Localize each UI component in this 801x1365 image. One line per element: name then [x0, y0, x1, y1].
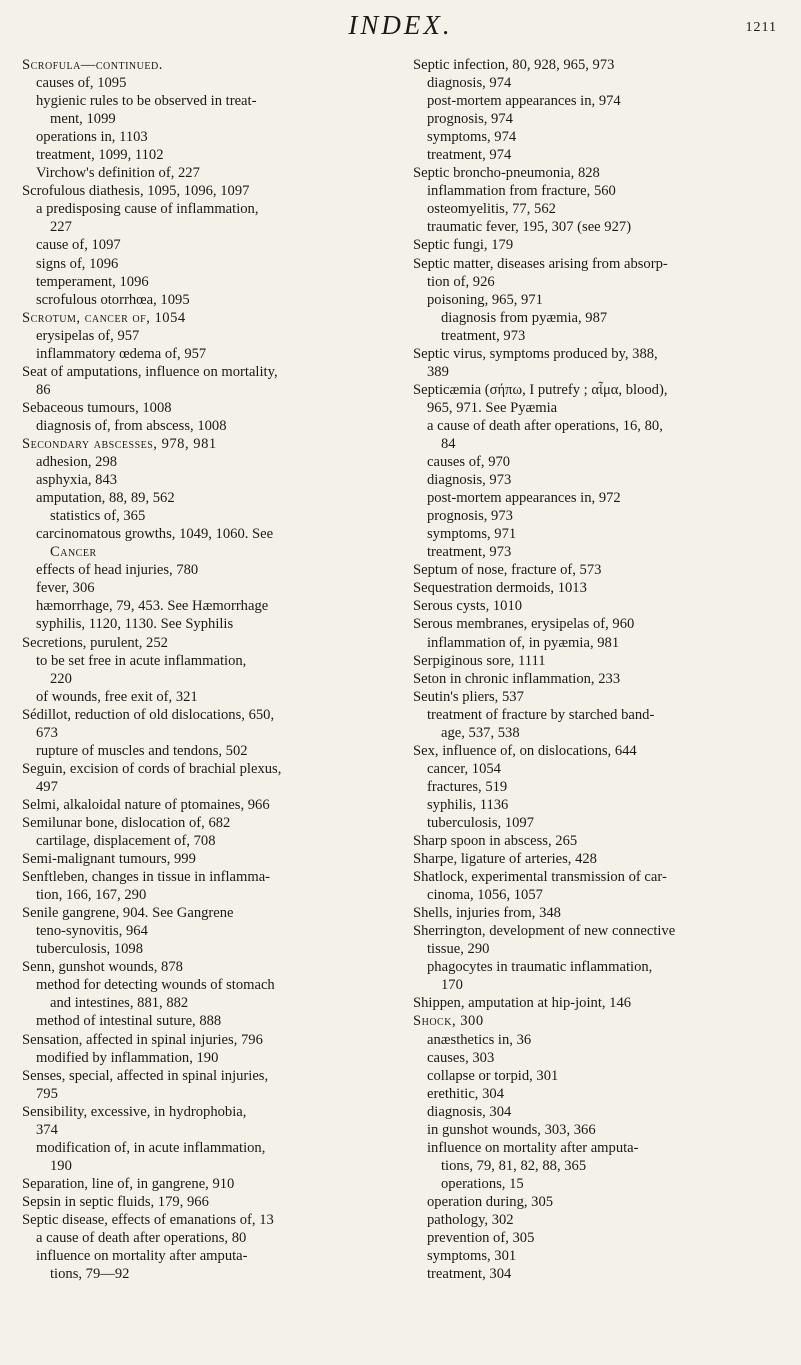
index-subentry: erethitic, 304	[427, 1085, 504, 1102]
index-subentry: osteomyelitis, 77, 562	[427, 201, 556, 218]
index-subentry: hygienic rules to be observed in treat-	[36, 93, 257, 110]
index-entry: Senftleben, changes in tissue in inflamma-	[22, 869, 271, 886]
index-subentry: diagnosis, 973	[427, 472, 512, 489]
index-subentry: symptoms, 971	[427, 526, 517, 543]
index-subentry: 389	[427, 363, 449, 380]
index-subentry: pathology, 302	[427, 1212, 514, 1228]
index-subentry: scrofulous otorrhœa, 1095	[36, 291, 190, 308]
page-number: 1211	[745, 20, 777, 35]
index-subentry: modified by inflammation, 190	[36, 1049, 219, 1066]
index-subentry: prognosis, 974	[427, 111, 513, 128]
index-subentry: method of intestinal suture, 888	[36, 1013, 222, 1030]
index-subentry: cause of, 1097	[36, 237, 121, 254]
index-entry: Sepsin in septic fluids, 179, 966	[22, 1193, 209, 1210]
index-subentry: prevention of, 305	[427, 1230, 535, 1247]
index-subentry: inflammatory œdema of, 957	[36, 345, 207, 362]
index-subentry: 220	[50, 670, 72, 687]
index-subentry: causes of, 970	[427, 454, 511, 471]
index-entry: Senses, special, affected in spinal injuries,	[22, 1067, 269, 1084]
index-subentry: method for detecting wounds of stomach	[36, 977, 275, 994]
page-title: INDEX.	[348, 10, 453, 40]
index-subentry: ment, 1099	[50, 111, 116, 128]
index-subentry: syphilis, 1136	[427, 796, 509, 813]
index-entry: Shells, injuries from, 348	[413, 905, 561, 922]
index-subentry: temperament, 1096	[36, 273, 149, 290]
index-subentry: tion, 166, 167, 290	[36, 887, 147, 904]
index-subentry: fever, 306	[36, 580, 95, 597]
index-subentry: causes of, 1095	[36, 75, 127, 92]
index-entry: Seton in chronic inflammation, 233	[413, 670, 621, 687]
index-subentry: tuberculosis, 1098	[36, 941, 144, 958]
index-entry: Seat of amputations, influence on mortality,	[22, 363, 278, 380]
index-subentry: diagnosis from pyæmia, 987	[441, 309, 608, 326]
index-subentry: 673	[36, 724, 58, 741]
index-subentry: syphilis, 1120, 1130. See Syphilis	[36, 616, 234, 633]
index-subentry: asphyxia, 843	[36, 472, 118, 489]
index-subentry: adhesion, 298	[36, 454, 118, 471]
index-subentry: 84	[441, 435, 456, 452]
index-subentry: operations, 15	[441, 1175, 524, 1192]
index-subentry: treatment of fracture by starched band-	[427, 706, 655, 723]
index-subentry: treatment, 973	[427, 544, 512, 561]
index-subentry: a cause of death after operations, 16, 80,	[427, 417, 663, 434]
index-subentry: statistics of, 365	[50, 508, 146, 525]
index-subentry: tissue, 290	[427, 941, 490, 958]
index-entry: Septic broncho-pneumonia, 828	[413, 165, 600, 182]
index-subentry: tion of, 926	[427, 273, 495, 290]
index-subentry: operations in, 1103	[36, 129, 148, 146]
index-subentry: carcinomatous growths, 1049, 1060. See	[36, 526, 274, 543]
index-entry: Sequestration dermoids, 1013	[413, 580, 587, 597]
index-entry: Septic matter, diseases arising from absorp-	[413, 255, 668, 272]
index-subentry: cancer, 1054	[427, 760, 501, 777]
index-subentry: cinoma, 1056, 1057	[427, 887, 543, 904]
index-subentry: tuberculosis, 1097	[427, 814, 535, 831]
index-subentry: Cancer	[50, 544, 97, 561]
index-entry: Selmi, alkaloidal nature of ptomaines, 966	[22, 796, 270, 813]
index-subentry: diagnosis of, from abscess, 1008	[36, 417, 227, 434]
index-subentry: phagocytes in traumatic inflammation,	[427, 959, 653, 976]
index-entry: Sédillot, reduction of old dislocations, 650,	[22, 706, 275, 723]
index-subentry: 965, 971. See Pyæmia	[427, 399, 558, 416]
index-entry: Shock, 300	[413, 1013, 484, 1030]
index-entry: Sherrington, development of new connective	[413, 923, 676, 940]
index-subentry: inflammation from fracture, 560	[427, 183, 616, 200]
index-subentry: Virchow's definition of, 227	[36, 165, 200, 182]
index-entry: Scrofulous diathesis, 1095, 1096, 1097	[22, 183, 250, 200]
index-subentry: inflammation of, in pyæmia, 981	[427, 634, 620, 651]
index-subentry: modification of, in acute inflammation,	[36, 1139, 266, 1156]
index-subentry: and intestines, 881, 882	[50, 995, 189, 1012]
index-subentry: of wounds, free exit of, 321	[36, 688, 198, 705]
index-entry: Septicæmia (σήπω, I putrefy ; αἷμα, blood),	[413, 381, 668, 398]
index-entry: Secretions, purulent, 252	[22, 634, 168, 651]
index-subentry: treatment, 974	[427, 147, 512, 164]
index-subentry: signs of, 1096	[36, 255, 119, 272]
index-subentry: fractures, 519	[427, 778, 508, 795]
index-entry: Septic virus, symptoms produced by, 388,	[413, 345, 658, 362]
index-subentry: teno-synovitis, 964	[36, 923, 148, 940]
index-subentry: influence on mortality after amputa-	[36, 1248, 248, 1265]
index-entry: Sharpe, ligature of arteries, 428	[413, 851, 597, 868]
index-subentry: diagnosis, 974	[427, 75, 512, 92]
index-subentry: effects of head injuries, 780	[36, 562, 199, 579]
index-subentry: anæsthetics in, 36	[427, 1031, 532, 1048]
index-entry: Sharp spoon in abscess, 265	[413, 833, 578, 850]
index-entry: Septic infection, 80, 928, 965, 973	[413, 57, 615, 73]
index-column-left	[22, 56, 392, 1283]
index-subentry: cartilage, displacement of, 708	[36, 833, 216, 850]
index-subentry: tions, 79, 81, 82, 88, 365	[441, 1157, 587, 1174]
index-subentry: age, 537, 538	[441, 724, 520, 741]
index-subentry: erysipelas of, 957	[36, 327, 140, 344]
index-entry: Seutin's pliers, 537	[413, 688, 524, 705]
index-entry: Seguin, excision of cords of brachial plexus,	[22, 760, 282, 777]
index-entry: Serpiginous sore, 1111	[413, 652, 546, 669]
index-entry: Sensation, affected in spinal injuries, 796	[22, 1031, 263, 1048]
index-subentry: 374	[36, 1121, 58, 1138]
index-subentry: prognosis, 973	[427, 508, 513, 525]
index-subentry: influence on mortality after amputa-	[427, 1139, 639, 1156]
index-entry: Septum of nose, fracture of, 573	[413, 562, 602, 579]
index-entry: Scrofula—continued.	[22, 57, 163, 73]
index-subentry: tions, 79—92	[50, 1266, 130, 1283]
index-subentry: causes, 303	[427, 1049, 495, 1066]
index-subentry: 227	[50, 219, 72, 236]
index-subentry: symptoms, 301	[427, 1248, 517, 1265]
index-entry: Separation, line of, in gangrene, 910	[22, 1175, 235, 1192]
index-entry: Senn, gunshot wounds, 878	[22, 959, 183, 976]
index-subentry: traumatic fever, 195, 307 (see 927)	[427, 219, 632, 236]
index-subentry: to be set free in acute inflammation,	[36, 652, 247, 669]
index-subentry: 190	[50, 1157, 72, 1174]
index-subentry: rupture of muscles and tendons, 502	[36, 742, 248, 759]
index-subentry: treatment, 1099, 1102	[36, 147, 164, 164]
index-entry: Semilunar bone, dislocation of, 682	[22, 814, 231, 831]
index-subentry: 795	[36, 1085, 58, 1102]
index-entry: Sex, influence of, on dislocations, 644	[413, 742, 637, 759]
page-header	[0, 6, 801, 46]
index-subentry: in gunshot wounds, 303, 366	[427, 1121, 596, 1138]
index-entry: Shippen, amputation at hip-joint, 146	[413, 995, 632, 1012]
index-subentry: 170	[441, 977, 463, 994]
index-subentry: symptoms, 974	[427, 129, 517, 146]
index-entry: Shatlock, experimental transmission of car-	[413, 869, 667, 886]
index-subentry: hæmorrhage, 79, 453. See Hæmorrhage	[36, 598, 269, 615]
index-entry: Sebaceous tumours, 1008	[22, 399, 172, 416]
index-subentry: collapse or torpid, 301	[427, 1067, 559, 1084]
index-subentry: treatment, 304	[427, 1266, 512, 1283]
index-subentry: operation during, 305	[427, 1193, 554, 1210]
index-subentry: poisoning, 965, 971	[427, 291, 543, 308]
index-entry: Sensibility, excessive, in hydrophobia,	[22, 1103, 247, 1120]
index-subentry: 86	[36, 381, 51, 398]
index-entry: Septic fungi, 179	[413, 237, 514, 254]
index-entry: Semi-malignant tumours, 999	[22, 851, 196, 868]
index-subentry: a predisposing cause of inflammation,	[36, 201, 259, 218]
index-entry: Septic disease, effects of emanations of, 13	[22, 1212, 274, 1228]
index-entry: Serous membranes, erysipelas of, 960	[413, 616, 635, 633]
index-entry: Scrotum, cancer of, 1054	[22, 309, 186, 326]
index-subentry: diagnosis, 304	[427, 1103, 512, 1120]
index-entry: Serous cysts, 1010	[413, 598, 523, 615]
index-entry: Secondary abscesses, 978, 981	[22, 435, 217, 452]
index-subentry: post-mortem appearances in, 974	[427, 93, 621, 110]
index-subentry: a cause of death after operations, 80	[36, 1230, 247, 1247]
index-subentry: treatment, 973	[441, 327, 526, 344]
index-subentry: post-mortem appearances in, 972	[427, 490, 621, 507]
index-column-right	[413, 56, 791, 1283]
index-subentry: 497	[36, 778, 58, 795]
index-subentry: amputation, 88, 89, 562	[36, 490, 175, 507]
index-entry: Senile gangrene, 904. See Gangrene	[22, 905, 234, 922]
